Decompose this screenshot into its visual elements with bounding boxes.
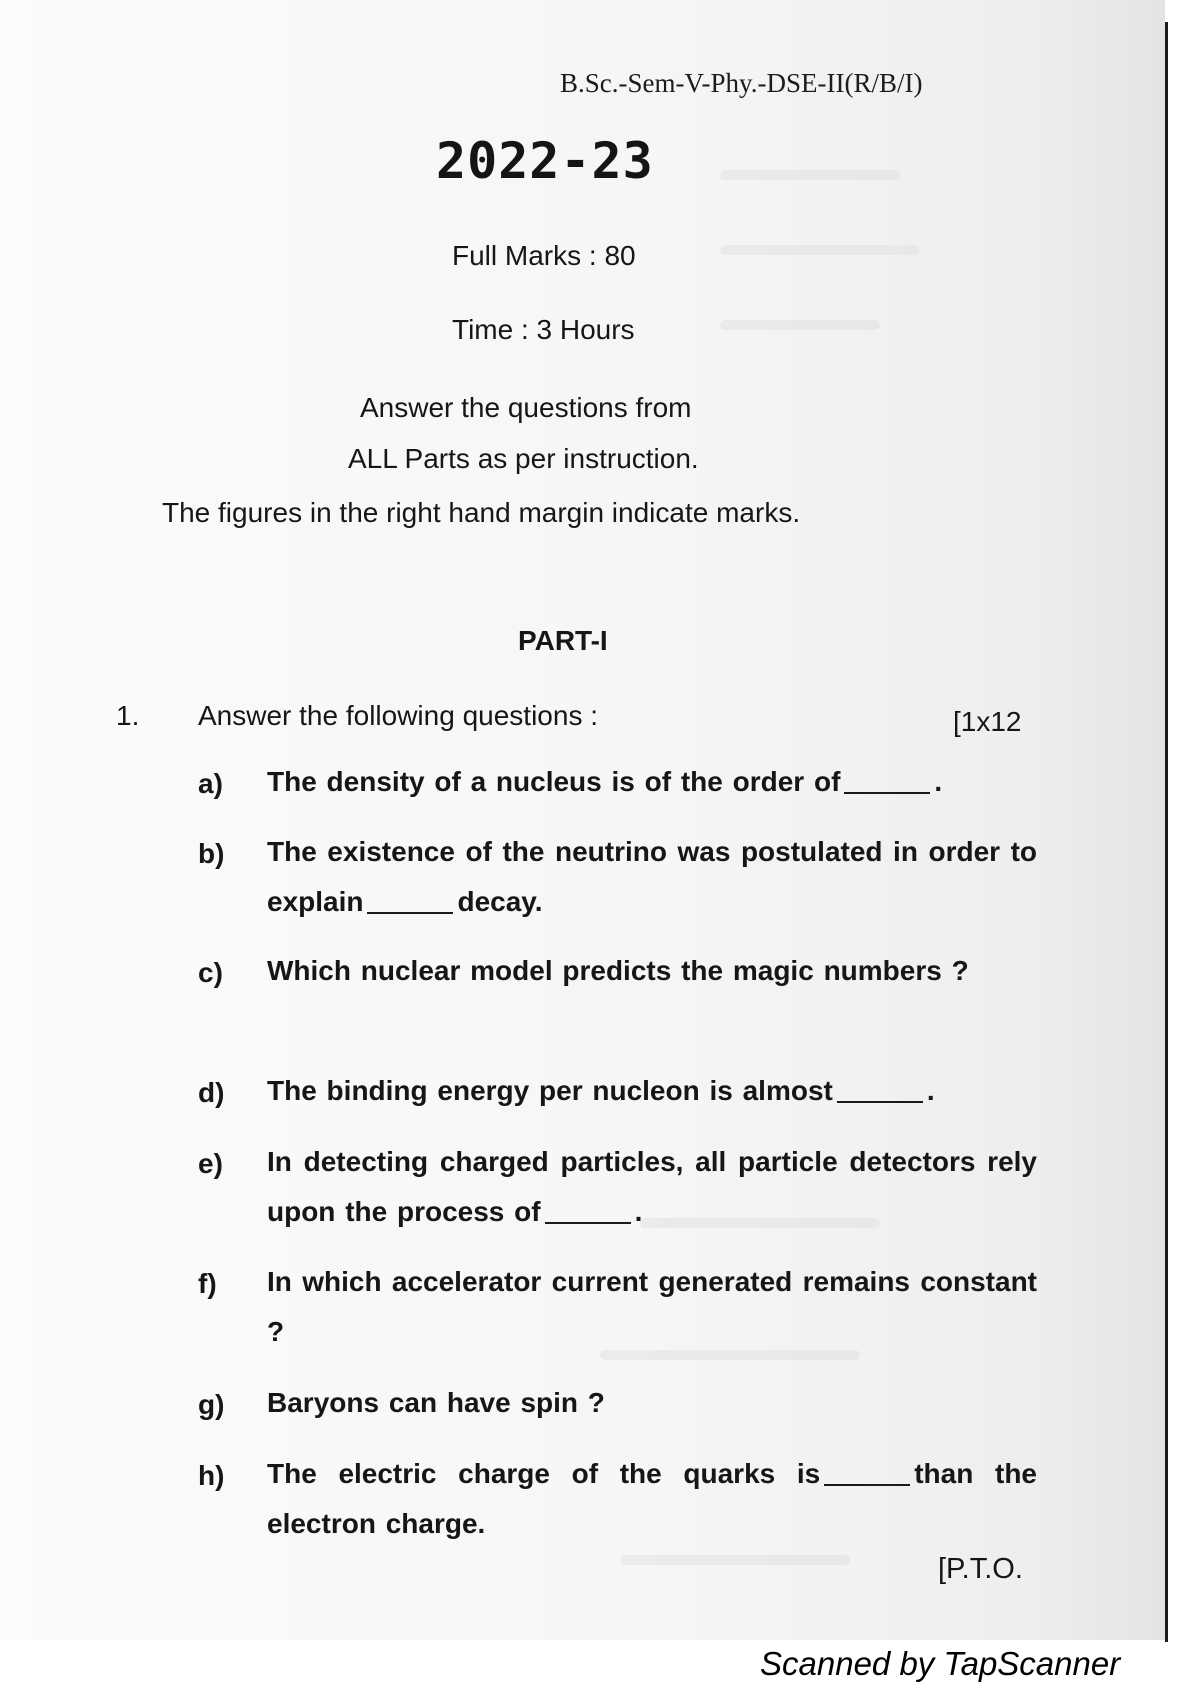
please-turn-over: [P.T.O. — [938, 1553, 1023, 1585]
option-label: c) — [198, 957, 223, 988]
scanner-watermark: Scanned by TapScanner — [760, 1645, 1121, 1682]
question-text: Answer the following questions : — [198, 700, 598, 731]
option-text: The existence of the neutrino was postulated in order to explain — [267, 836, 1037, 917]
option-b-text — [267, 827, 1037, 927]
page-edge — [1165, 22, 1168, 1642]
option-label: f) — [198, 1268, 217, 1299]
option-label: e) — [198, 1148, 223, 1179]
answer-blank — [844, 763, 930, 794]
option-d-text — [267, 1066, 1037, 1116]
instruction-line: ALL Parts as per instruction. — [348, 443, 699, 474]
answer-blank — [824, 1455, 910, 1486]
answer-blank — [545, 1193, 631, 1224]
instruction-line: The figures in the right hand margin indicate marks. — [162, 497, 801, 528]
bleed-through-mark — [720, 170, 900, 180]
question-marks: [1x12 — [953, 706, 1022, 737]
option-label: b) — [198, 838, 225, 869]
part-title: PART-I — [518, 625, 608, 656]
bleed-through-mark — [720, 245, 920, 255]
option-label: a) — [198, 768, 223, 799]
option-label: d) — [198, 1077, 225, 1108]
option-text: decay. — [457, 886, 543, 917]
option-label: h) — [198, 1460, 225, 1491]
option-c-text: Which nuclear model predicts the magic numbers ? — [267, 955, 969, 986]
option-e-text — [267, 1137, 1037, 1237]
option-text: . — [934, 766, 943, 797]
option-text: than the electron charge. — [267, 1458, 1037, 1539]
option-f-text: In which accelerator current generated remains constant ? — [267, 1266, 1037, 1347]
paper-code: B.Sc.-Sem-V-Phy.-DSE-II(R/B/I) — [560, 68, 923, 98]
option-text: . — [634, 1196, 643, 1227]
bleed-through-mark — [720, 320, 880, 330]
instruction-line: Answer the questions from — [360, 392, 692, 423]
question-number: 1. — [116, 700, 140, 731]
option-text: In detecting charged particles, all particle detectors rely upon the process of — [267, 1146, 1037, 1227]
option-text: . — [926, 1075, 935, 1106]
option-text: The electric charge of the quarks is — [267, 1458, 821, 1489]
bleed-through-mark — [620, 1555, 850, 1565]
answer-blank — [367, 883, 453, 914]
answer-blank — [837, 1072, 923, 1103]
option-label: g) — [198, 1389, 225, 1420]
option-text: The density of a nucleus is of the order of — [267, 766, 841, 797]
full-marks: Full Marks : 80 — [452, 240, 636, 271]
exam-time: Time : 3 Hours — [452, 314, 635, 345]
option-h-text — [267, 1449, 1037, 1549]
option-g-text: Baryons can have spin ? — [267, 1387, 605, 1418]
option-a-text — [267, 757, 1037, 807]
option-text: The binding energy per nucleon is almost — [267, 1075, 833, 1106]
exam-session: 2022-23 — [436, 132, 654, 190]
